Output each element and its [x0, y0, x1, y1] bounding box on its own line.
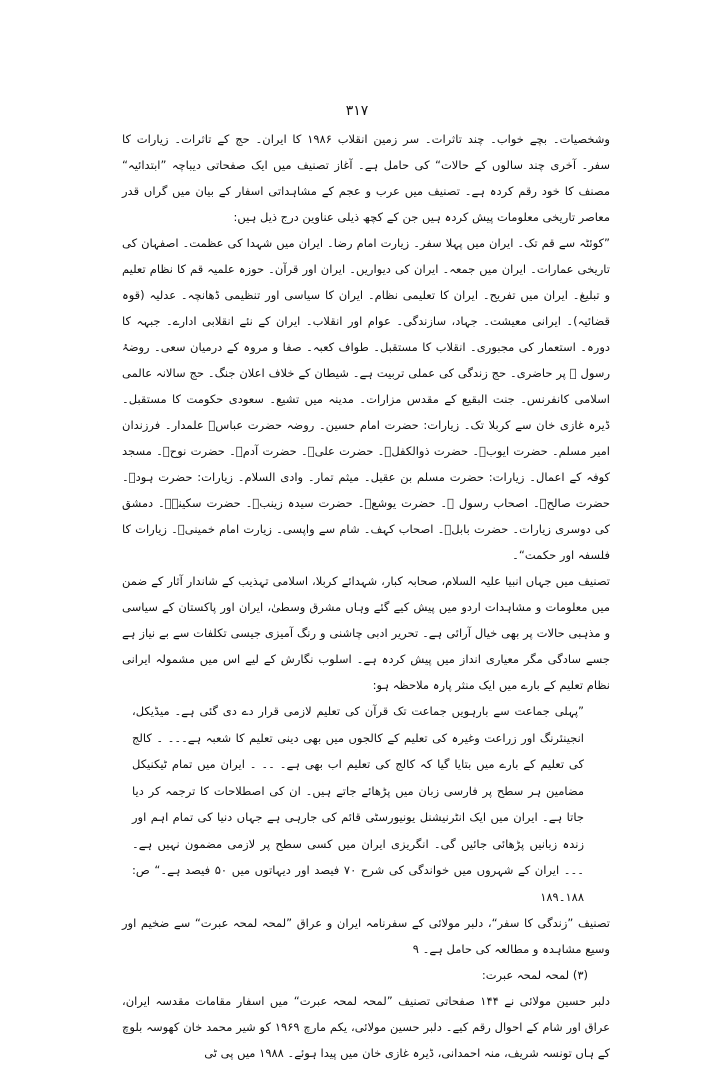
paragraph-author-bio: دلبر حسین مولائی نے ۱۴۴ صفحاتی تصنیف ”لمحہ لمحہ عبرت“ میں اسفار مقامات مقدسہ ایران، عراق اور شام کے احوال رقم کیے۔ دلبر حسین مولائی، یکم مارچ ۱۹۶۹ کو شیر محمد خان کھوسہ بلوچ کے ہاں تونسہ شریف، منہ احمدانی، ڈیرہ غازی خان میں پیدا ہوئے۔ ۱۹۸۸ میں پی ٹی — [122, 994, 610, 1060]
section-heading: (۳) لمحہ لمحہ عبرت: — [481, 968, 588, 982]
paragraph-description: تصنیف میں جہاں انبیا علیہ السلام، صحابہ کبار، شہدائے کربلا، اسلامی تہذیب کے شاندار آثار کے ضمن میں معلومات و مشاہدات اردو میں پیش کیے گئے وہاں مشرق وسطیٰ، ایران اور پاکستان کے سیاسی و مذہبی حالات پر بھی خیال آرائی ہے۔ تحریر ادبی چاشنی و رنگ آمیزی جیسی تکلفات سے بے نیاز ہے جسے سادگی مگر معیاری انداز میں پیش کردہ ہے۔ اسلوب نگارش کے لیے اس میں مشمولہ ایرانی نظام تعلیم کے بارے میں ایک منثر پارہ ملاحظہ ہو: — [122, 574, 610, 692]
paragraph-comparison: تصنیف ”زندگی کا سفر“، دلبر مولائی کے سفرنامہ ایران و عراق ”لمحہ لمحہ عبرت“ سے ضخیم اور وسیع مشاہدہ و مطالعہ کی حامل ہے۔ ۹ — [122, 916, 610, 956]
page-number: ۳۱۷ — [345, 103, 369, 119]
paragraph-subtitles-list: ”کوئٹہ سے قم تک۔ ایران میں پہلا سفر۔ زیارت امام رضا۔ ایران میں شہدا کی عظمت۔ اصفہان کی تاریخی عمارات۔ ایران میں جمعہ۔ ایران کی دیواریں۔ ایران اور قرآن۔ حوزہ علمیہ قم کا نظام تعلیم و تبلیغ۔ ایران میں تفریح۔ ایران کا تعلیمی نظام۔ ایران کا سیاسی اور تنظیمی ڈھانچہ۔ عدلیہ (قوہ قضائیہ)۔ ایرانی معیشت۔ جہاد، سازندگی۔ عوام اور انقلاب۔ ایران کے نئے انقلابی ادارے۔ جبہہ کا دورہ۔ استعمار کی مجبوری۔ انقلاب کا مستقبل۔ طواف کعبہ۔ صفا و مروہ کے درمیان سعی۔ روضۂ رسول ﷺ پر حاضری۔ حج زندگی کی عملی تربیت ہے۔ شیطان کے خلاف اعلان جنگ۔ حج سالانہ عالمی اسلامی کانفرنس۔ جنت البقیع کے مقدس مزارات۔ مدینہ میں تشیع۔ سعودی حکومت کا مستقبل۔ ڈیرہ غازی خان سے کربلا تک۔ زیارات: حضرت امام حسین۔ روضہ حضرت عباسؑ علمدار۔ فرزندان امیر مسلم۔ حضرت ایوبؑ۔ حضرت ذوالکفلؑ۔ حضرت علیؑ۔ حضرت آدمؑ۔ حضرت نوحؑ۔ مسجد کوفہ کے اعمال۔ زیارات: حضرت مسلم بن عقیل۔ میثم تمار۔ وادی السلام۔ زیارات: حضرت ہودؑ۔ حضرت صالحؑ۔ اصحاب رسول ﷺ۔ حضرت یوشعؑ۔ حضرت سیدہ زینبؑ۔ حضرت سکینہؑ۔ دمشق کی دوسری زیارات۔ حضرت بابلؑ۔ اصحاب کہف۔ شام سے واپسی۔ زیارت امام خمینیؒ۔ زیارات کا فلسفہ اور حکمت“۔ — [122, 236, 610, 562]
block-quote: ”پہلی جماعت سے بارہویں جماعت تک قرآن کی تعلیم لازمی قرار دے دی گئی ہے۔ میڈیکل، انجینئرنگ اور زراعت وغیرہ کی تعلیم کے کالجوں میں بھی دینی تعلیم کا شعبہ ہے۔۔۔ ۔ کالج کی تعلیم کے بارے میں بتایا گیا کہ کالج کی تعلیم اب بھی ہے۔ ۔۔ ۔ ایران میں تمام ٹیکنیکل مضامین ہر سطح پر فارسی زبان میں پڑھائے جاتے ہیں۔ ان کی اصطلاحات کا ترجمہ کر دیا جاتا ہے۔ ایران میں ایک انٹرنیشنل یونیورسٹی قائم کی جارہی ہے جہاں دنیا کی تمام اہم اور زندہ زبانیں پڑھائی جائیں گی۔ انگریزی ایران میں کسی سطح پر لازمی مضمون نہیں ہے۔ ۔۔۔ ایران کے شہروں میں خواندگی کی شرح ۷۰ فیصد اور دیہاتوں میں ۵۰ فیصد ہے۔“ ص: ۱۸۸۔۱۸۹ — [132, 704, 584, 904]
paragraph-intro: وشخصیات۔ بچے خواب۔ چند تاثرات۔ سر زمین انقلاب ۱۹۸۶ کا ایران۔ حج کے تاثرات۔ زیارات کا سفر۔ آخری چند سالوں کے حالات“ کی حامل ہے۔ آغاز تصنیف میں ایک صفحاتی دیباچہ ”ابتدائیہ“ مصنف کا خود رقم کردہ ہے۔ تصنیف میں عرب و عجم کے مشاہداتی اسفار کے بیان میں گراں قدر معاصر تاریخی معلومات پیش کردہ ہیں جن کے کچھ ذیلی عناوین درج ذیل ہیں: — [122, 132, 610, 224]
body-text — [122, 126, 610, 1066]
